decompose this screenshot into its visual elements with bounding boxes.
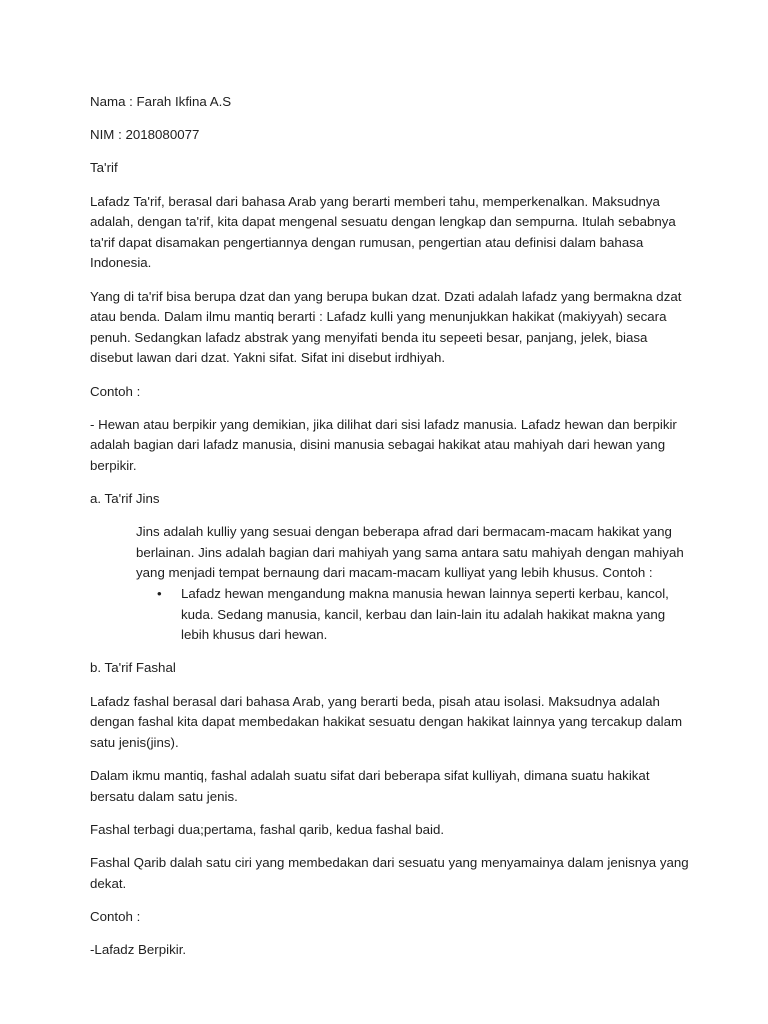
list-item bbox=[157, 584, 689, 646]
jins-bullet-list bbox=[90, 584, 689, 646]
heading-tarif-jins: a. Ta'rif Jins bbox=[90, 491, 160, 507]
student-nim: NIM : 2018080077 bbox=[90, 127, 200, 143]
paragraph-fashal-types: Fashal terbagi dua;pertama, fashal qarib, kedua fashal baid. bbox=[90, 821, 445, 837]
contoh-label: Contoh : bbox=[90, 383, 141, 399]
paragraph-example-berpikir: -Lafadz Berpikir. bbox=[90, 941, 187, 957]
paragraph-jins-definition: Jins adalah kulliy yang sesuai dengan beberapa afrad dari bermacam-macam hakikat yang berlainan. Jins adalah bagian dari mahiyah yang sama antara satu mahiyah dengan mahiyah yang menjadi tempat bernaung dari macam-macam kulliyat yang lebih khusus. Contoh : bbox=[136, 524, 684, 581]
contoh-label-2: Contoh : bbox=[90, 908, 141, 924]
section-title: Ta'rif bbox=[90, 160, 118, 176]
paragraph-fashal-definition: Lafadz fashal berasal dari bahasa Arab, yang berarti beda, pisah atau isolasi. Maksudnya adalah dengan fashal kita dapat membedakan hakikat sesuatu dengan hakikat lainnya yang tercakup dalam satu jenis(jins). bbox=[90, 693, 683, 750]
document-page bbox=[90, 92, 690, 973]
bullet-icon: • bbox=[157, 586, 162, 602]
paragraph-example-hewan: - Hewan atau berpikir yang demikian, jika dilihat dari sisi lafadz manusia. Lafadz hewan dan berpikir adalah bagian dari lafadz manusia, disini manusia sebagai hakikat atau mahiyah dari hewan yang berpikir. bbox=[90, 416, 677, 473]
bullet-text: Lafadz hewan mengandung makna manusia hewan lainnya seperti kerbau, kancol, kuda. Sedang manusia, kancil, kerbau dan lain-lain itu adalah hakikat makna yang lebih khusus dari hewan. bbox=[181, 586, 669, 643]
paragraph-tarif-dzat: Yang di ta'rif bisa berupa dzat dan yang berupa bukan dzat. Dzati adalah lafadz yang bermakna dzat atau benda. Dalam ilmu mantiq berarti : Lafadz kulli yang menunjukkan hakikat (makiyyah) secara penuh. Sedangkan lafadz abstrak yang menyifati benda itu sepeeti besar, panjang, jelek, biasa disebut lawan dari dzat. Yakni sifat. Sifat ini disebut irdhiyah. bbox=[90, 288, 682, 366]
heading-tarif-fashal: b. Ta'rif Fashal bbox=[90, 660, 176, 676]
student-name: Nama : Farah Ikfina A.S bbox=[90, 94, 232, 109]
paragraph-fashal-mantiq: Dalam ikmu mantiq, fashal adalah suatu sifat dari beberapa sifat kulliyah, dimana suatu hakikat bersatu dalam satu jenis. bbox=[90, 767, 650, 804]
paragraph-tarif-definition: Lafadz Ta'rif, berasal dari bahasa Arab yang berarti memberi tahu, memperkenalkan. Maksudnya adalah, dengan ta'rif, kita dapat mengenal sesuatu dengan lengkap dan sempurna. Itulah sebabnya ta'rif dapat disamakan pengertiannya dengan rumusan, pengertian atau definisi dalam bahasa Indonesia. bbox=[90, 193, 676, 271]
paragraph-fashal-qarib: Fashal Qarib dalah satu ciri yang membedakan dari sesuatu yang menyamainya dalam jenisnya yang dekat. bbox=[90, 854, 689, 891]
